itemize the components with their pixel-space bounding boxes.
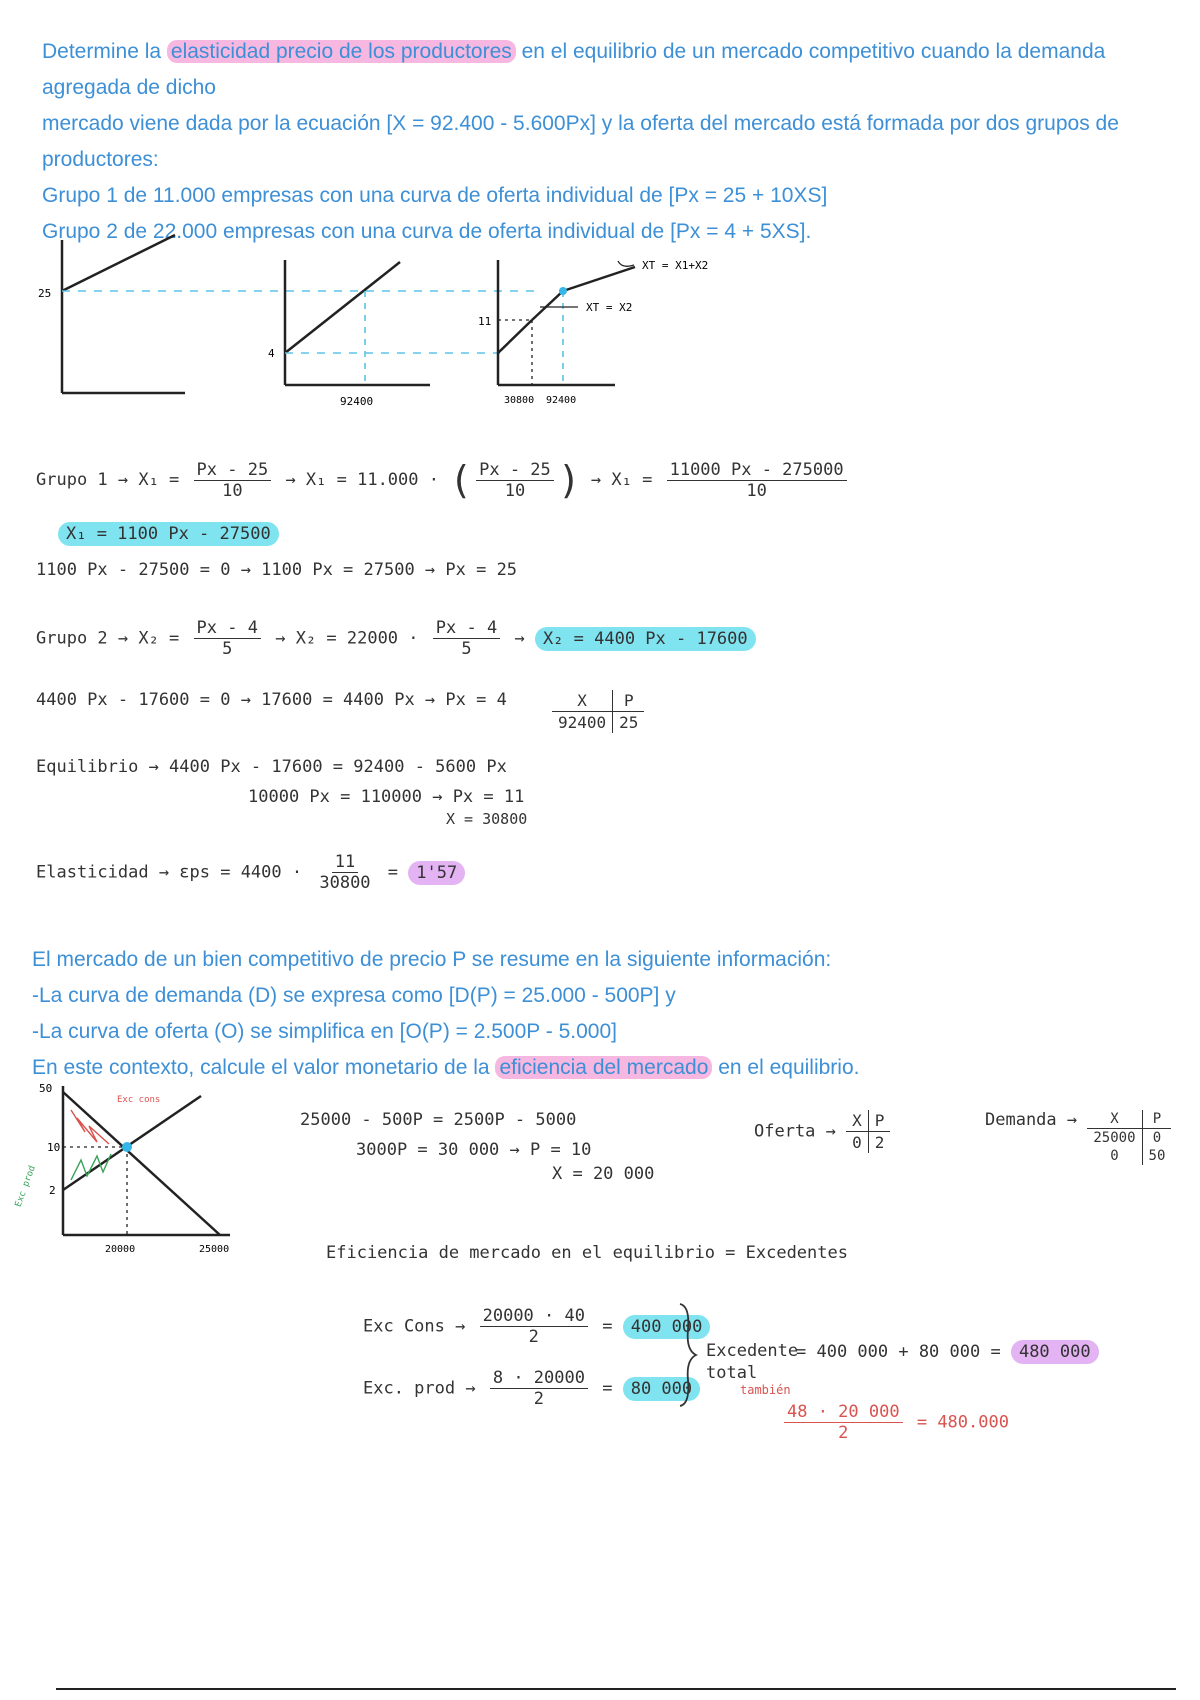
fraction: $\frac{Px - 4}{5}$ — [194, 618, 261, 659]
equilibrio-line-3: X = 30800 — [446, 810, 528, 828]
problem-2-line-2: -La curva de demanda (D) se expresa como [D(P) = 25.000 - 500P] y — [32, 984, 676, 1007]
x20000-label: 20000 — [105, 1244, 136, 1255]
fraction: $\frac{11}{30800}$ — [319, 852, 371, 893]
fraction: $\frac{Px - 25}{10}$ — [476, 460, 554, 501]
x25000-label: 25000 — [199, 1244, 230, 1255]
problem-1-line-2: mercado viene dada por la ecuación [X = 92.400 - 5.600Px] y la oferta del mercado está formada por dos grupos de — [42, 112, 1119, 135]
g1-y-label: 25 — [38, 287, 52, 300]
elasticidad-result: 1'57 — [408, 861, 465, 885]
y10-label: 10 — [47, 1141, 61, 1154]
graph-group-2 — [268, 260, 500, 408]
graph-group-3 — [478, 259, 708, 406]
brace — [676, 1300, 700, 1410]
grupo1-min-price: 1100 Px - 27500 = 0 → 1100 Px = 27500 → Px = 25 — [36, 560, 518, 580]
problem-2-line-3: -La curva de oferta (O) se simplifica en [O(P) = 2.500P - 5.000] — [32, 1020, 617, 1043]
highlight-elasticidad: elasticidad precio de los productores — [167, 40, 516, 63]
total-line: = 400 000 + 80 000 = 480 000 — [796, 1342, 1099, 1362]
g3-top-label: XT = X1+X2 — [642, 259, 709, 272]
graph-group-1 — [38, 235, 185, 393]
eq2-line-3: X = 20 000 — [552, 1164, 655, 1184]
highlight-eficiencia: eficiencia del mercado — [495, 1056, 712, 1079]
equilibrio-line-1: Equilibrio → 4400 Px - 17600 = 92400 - 5600 Px — [36, 757, 507, 777]
grupo2-min-price: 4400 Px - 17600 = 0 → 17600 = 4400 Px → Px = 4 — [36, 690, 507, 710]
eq2-line-1: 25000 - 500P = 2500P - 5000 — [300, 1110, 577, 1130]
exc-cons-label: Exc cons — [117, 1095, 161, 1105]
problem-1-line-4: Grupo 1 de 11.000 empresas con una curva de oferta individual de [Px = 25 + 10XS] — [42, 184, 828, 207]
fraction: $\frac{Px - 4}{5}$ — [433, 618, 500, 659]
xp-table-1: X P 92400 25 — [552, 690, 644, 733]
fraction: $\frac{20000 \cdot 40}{2}$ — [480, 1306, 588, 1347]
problem-1-line-3: productores: — [42, 148, 159, 171]
g3-mid-label: XT = X2 — [586, 301, 633, 314]
eq2-line-2: 3000P = 30 000 → P = 10 — [356, 1140, 592, 1160]
exc-cons-result: 400 000 — [623, 1315, 711, 1339]
exc-prod-result: 80 000 — [623, 1377, 700, 1401]
total-result: 480 000 — [1011, 1340, 1099, 1364]
g3-y-label: 11 — [478, 315, 492, 328]
demanda-table: Demanda → X P 25000 0 0 50 — [985, 1110, 1171, 1165]
g2-y-label: 4 — [268, 347, 275, 360]
equilibrio-line-2: 10000 Px = 110000 → Px = 11 — [248, 787, 525, 807]
problem-1-line-1: Determine la elasticidad precio de los productores en el equilibrio de un mercado competitivo cuando la demanda agregada de dicho — [42, 40, 1106, 99]
eficiencia-definition: Eficiencia de mercado en el equilibrio = Excedentes — [326, 1243, 848, 1263]
bottom-rule — [56, 1688, 1176, 1690]
fraction: $\frac{Px - 25}{10}$ — [194, 460, 272, 501]
exc-prod-label: Exc prod — [13, 1164, 38, 1209]
problem-2-line-4: En este contexto, calcule el valor monetario de la eficiencia del mercado en el equilibrio. — [32, 1056, 860, 1079]
grupo1-derivation: Grupo 1 → X₁ = $\frac{Px - 25}{10}$ → X₁ = 11.000 · ( $\frac{Px - 25}{10}$ ) → X₁ = $\frac{11000 Px - 275000}{10}$ — [36, 458, 851, 502]
market-graph — [5, 1080, 255, 1260]
y50-label: 50 — [39, 1082, 53, 1095]
g3-x1-label: 30800 — [504, 395, 535, 406]
g3-x2-label: 92400 — [546, 395, 577, 406]
demand-curve — [63, 1092, 220, 1235]
fraction: $\frac{48 \cdot 20 000}{2}$ — [784, 1402, 903, 1443]
y2-label: 2 — [49, 1184, 56, 1197]
grupo1-result: X₁ = 1100 Px - 27500 — [58, 524, 279, 544]
alt-calc: $\frac{48 \cdot 20 000}{2}$ = 480.000 — [780, 1402, 1009, 1443]
fraction: $\frac{11000 Px - 275000}{10}$ — [667, 460, 847, 501]
supply-graphs — [30, 225, 790, 415]
problem-2-statement — [32, 942, 1152, 1086]
problem-1-line-5: Grupo 2 de 22.000 empresas con una curva de oferta individual de [Px = 4 + 5XS]. — [42, 220, 812, 243]
problem-2-line-1: El mercado de un bien competitivo de precio P se resume en la siguiente información: — [32, 948, 832, 971]
grupo2-derivation: Grupo 2 → X₂ = $\frac{Px - 4}{5}$ → X₂ = 22000 · $\frac{Px - 4}{5}$ → X₂ = 4400 Px - 17600 — [36, 618, 756, 659]
fraction: $\frac{8 \cdot 20000}{2}$ — [490, 1368, 588, 1409]
g2-x-label: 92400 — [340, 395, 374, 408]
exc-prod-line: Exc. prod → $\frac{8 \cdot 20000}{2}$ = 80 000 — [363, 1368, 700, 1409]
total-label: Excedente total — [706, 1341, 799, 1383]
grupo2-result: X₂ = 4400 Px - 17600 — [535, 627, 756, 651]
problem-1-statement — [42, 34, 1162, 250]
exc-cons-line: Exc Cons → $\frac{20000 \cdot 40}{2}$ = 400 000 — [363, 1306, 710, 1347]
elasticidad-line: Elasticidad → εps = 4400 · $\frac{11}{30800}$ = 1'57 — [36, 852, 465, 893]
oferta-table: Oferta → X P 0 2 — [754, 1110, 890, 1153]
tambien-note: también — [740, 1383, 791, 1397]
